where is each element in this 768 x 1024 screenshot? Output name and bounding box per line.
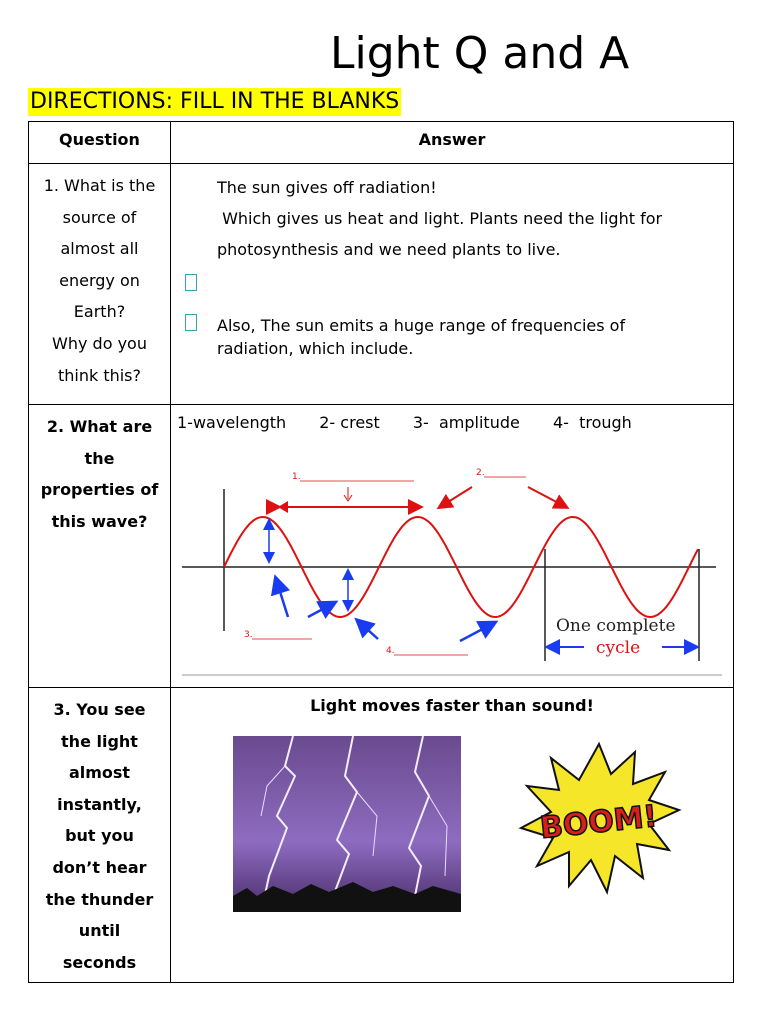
bullet-box-icon	[185, 274, 197, 291]
page-title: Light Q and A	[330, 28, 630, 79]
wave-diagram	[182, 449, 722, 677]
table-row	[29, 405, 734, 688]
property-item: 1-wavelength	[177, 413, 287, 432]
blank-label-1: 1.	[292, 472, 301, 482]
answer-2	[171, 405, 734, 688]
boom-text: BOOM!	[538, 798, 659, 847]
question-2	[29, 405, 171, 688]
answer-line: Which gives us heat and light. Plants need the light for	[217, 209, 663, 228]
question-line: seconds	[62, 952, 137, 972]
question-1	[29, 164, 171, 405]
table-header-row	[29, 122, 734, 164]
question-3	[29, 688, 171, 983]
question-line: source of	[62, 207, 137, 227]
property-item: 3- amplitude	[412, 413, 520, 432]
cycle-label-bottom: cycle	[596, 638, 641, 658]
bullet-box-icon	[185, 314, 197, 331]
question-line: properties of	[40, 480, 159, 500]
question-line: until	[78, 921, 121, 941]
table-row	[29, 164, 734, 405]
answer-line: photosynthesis and we need plants to live.	[217, 240, 561, 259]
question-line: 2. What are	[46, 417, 153, 436]
question-line: almost	[68, 763, 131, 783]
blank-label-4: 4.	[386, 646, 395, 656]
boom-image	[515, 740, 683, 900]
question-line: think this?	[57, 365, 142, 385]
cycle-label-top: One complete	[556, 616, 676, 636]
directions-banner: DIRECTIONS: FILL IN THE BLANKS	[30, 89, 400, 114]
question-line: but you	[65, 826, 134, 846]
wave-properties-list	[177, 413, 660, 432]
question-line: 3. You see	[53, 700, 146, 719]
answer-3-heading: Light moves faster than sound!	[310, 696, 594, 715]
table-row	[29, 688, 734, 983]
blank-label-3: 3.	[244, 630, 253, 640]
blank-label-2: 2.	[476, 468, 485, 478]
question-line: the thunder	[45, 889, 154, 909]
lightning-image	[233, 736, 461, 912]
diagram-background	[182, 449, 722, 677]
question-line: 1. What is the	[43, 176, 156, 195]
question-line: the	[84, 448, 115, 468]
question-line: Why do you	[52, 333, 147, 353]
question-line: don’t hear	[52, 857, 147, 877]
qa-table	[28, 121, 734, 983]
answer-line: The sun gives off radiation!	[217, 178, 437, 197]
property-item: 4- trough	[552, 413, 632, 432]
answer-3	[171, 688, 734, 983]
question-line: Earth?	[73, 302, 126, 322]
header-answer: Answer	[171, 122, 734, 164]
question-line: the light	[61, 731, 138, 751]
answer-1	[171, 164, 734, 405]
header-question: Question	[29, 122, 171, 164]
question-line: energy on	[59, 270, 140, 290]
answer-1-extra: Also, The sun emits a huge range of frequencies of radiation, which include.	[217, 316, 626, 358]
answer-1-text	[217, 172, 723, 265]
question-line: this wave?	[51, 511, 148, 531]
property-item: 2- crest	[319, 413, 380, 432]
question-line: almost all	[60, 239, 139, 259]
question-line: instantly,	[57, 794, 142, 814]
